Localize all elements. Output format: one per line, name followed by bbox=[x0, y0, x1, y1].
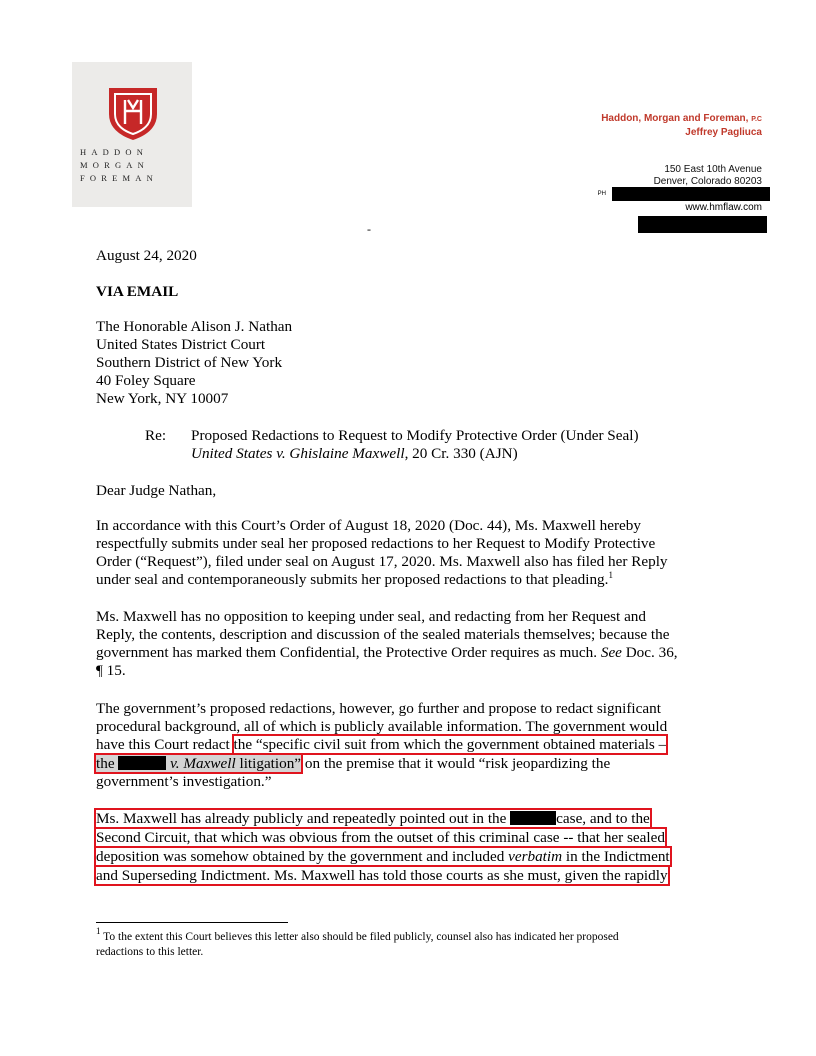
salutation: Dear Judge Nathan, bbox=[96, 482, 217, 499]
footnote-number: 1 bbox=[96, 926, 101, 936]
paragraph-line bbox=[96, 848, 670, 867]
paragraph-text: deposition was somehow obtained by the government and included bbox=[96, 848, 509, 865]
paragraph-text: government has marked them Confidential, the Protective Order requires as much. bbox=[96, 644, 601, 661]
paragraph-line bbox=[96, 755, 610, 774]
firm-name: Haddon, Morgan and Foreman, bbox=[601, 113, 749, 124]
redacted-email bbox=[638, 216, 767, 233]
paragraph-text: on the premise that it would “risk jeopardizing the bbox=[301, 755, 611, 772]
proposed-redaction-box bbox=[96, 848, 670, 865]
proposed-redaction-box: the “specific civil suit from which the government obtained materials – bbox=[233, 736, 667, 753]
paragraph-text: have this Court redact bbox=[96, 736, 234, 753]
paragraph-line bbox=[96, 810, 650, 829]
paragraph-text: case, and to the bbox=[556, 810, 650, 827]
logo-word-foreman: FOREMAN bbox=[80, 173, 158, 183]
paragraph-line: procedural background, all of which is publicly available information. The government would bbox=[96, 718, 668, 735]
letter-date: August 24, 2020 bbox=[96, 247, 197, 264]
re-case bbox=[191, 445, 518, 464]
paragraph-line: ¶ 15. bbox=[96, 662, 126, 679]
case-number: , 20 Cr. 330 (AJN) bbox=[404, 445, 518, 462]
footnote-text: redactions to this letter. bbox=[96, 946, 204, 958]
phone-label: PH bbox=[597, 191, 606, 197]
proposed-redaction-box bbox=[96, 810, 650, 827]
paragraph-text: Ms. Maxwell has already publicly and repeatedly pointed out in the bbox=[96, 810, 511, 827]
recipient-line: Southern District of New York bbox=[96, 354, 283, 371]
recipient-line: New York, NY 10007 bbox=[96, 390, 229, 407]
footnote bbox=[96, 926, 619, 960]
delivery-method: VIA EMAIL bbox=[96, 283, 179, 300]
verbatim-text: verbatim bbox=[508, 848, 563, 865]
recipient-line: The Honorable Alison J. Nathan bbox=[96, 318, 293, 335]
case-caption: v. Maxwell bbox=[170, 755, 236, 772]
logo-wordmark bbox=[80, 146, 158, 185]
see-signal: See bbox=[600, 644, 622, 661]
recipient-line: 40 Foley Square bbox=[96, 372, 196, 389]
redacted-phone bbox=[612, 187, 770, 201]
paragraph-line bbox=[96, 829, 665, 848]
footnote-divider bbox=[96, 922, 288, 923]
redaction-bar bbox=[118, 756, 166, 770]
paragraph-line bbox=[96, 644, 678, 663]
paragraph-line: The government’s proposed redactions, however, go further and propose to redact significant bbox=[96, 700, 661, 717]
paragraph-text: the bbox=[96, 755, 119, 772]
re-label: Re: bbox=[145, 427, 167, 444]
attorney-name: Jeffrey Pagliuca bbox=[685, 127, 762, 138]
logo-word-morgan: MORGAN bbox=[80, 160, 149, 170]
paragraph-line: Order (“Request”), filed under seal on August 17, 2020. Ms. Maxwell also has filed her Reply bbox=[96, 553, 668, 570]
firm-suffix: P.C bbox=[751, 116, 762, 123]
firm-logo bbox=[72, 62, 192, 207]
paragraph-line bbox=[96, 571, 613, 590]
paragraph-line bbox=[96, 736, 666, 755]
paragraph-text: litigation” bbox=[235, 755, 302, 772]
proposed-redaction-box bbox=[96, 755, 301, 772]
doc-ref: Doc. 36, bbox=[621, 644, 678, 661]
paragraph-line: In accordance with this Court’s Order of August 18, 2020 (Doc. 44), Ms. Maxwell hereby bbox=[96, 517, 641, 534]
footnote-text: To the extent this Court believes this letter also should be filed publicly, counsel also has indicated her proposed bbox=[100, 931, 619, 943]
paragraph-text: in the Indictment bbox=[562, 848, 670, 865]
paragraph-line: Reply, the contents, description and discussion of the sealed materials themselves; because the bbox=[96, 626, 670, 643]
re-subject: Proposed Redactions to Request to Modify Protective Order (Under Seal) bbox=[191, 427, 639, 444]
recipient-line: United States District Court bbox=[96, 336, 266, 353]
footnote-ref: 1 bbox=[608, 570, 613, 580]
header-marker: - bbox=[367, 222, 371, 236]
paragraph-line bbox=[96, 867, 668, 886]
proposed-redaction-box: and Superseding Indictment. Ms. Maxwell has told those courts as she must, given the rapidly bbox=[96, 867, 668, 884]
redaction-bar bbox=[510, 811, 556, 825]
paragraph-line: respectfully submits under seal her proposed redactions to her Request to Modify Protective bbox=[96, 535, 656, 552]
case-caption: United States v. Ghislaine Maxwell bbox=[191, 445, 405, 462]
paragraph-line: Ms. Maxwell has no opposition to keeping under seal, and redacting from her Request and bbox=[96, 608, 646, 625]
street-address: 150 East 10th Avenue bbox=[664, 164, 762, 175]
paragraph-line: government’s investigation.” bbox=[96, 773, 272, 790]
proposed-redaction-box: Second Circuit, that which was obvious from the outset of this criminal case -- that her sealed bbox=[96, 829, 665, 846]
firm-header bbox=[601, 112, 762, 139]
shield-logo-icon bbox=[106, 84, 160, 142]
website: www.hmflaw.com bbox=[685, 202, 762, 213]
city-address: Denver, Colorado 80203 bbox=[653, 176, 762, 187]
logo-word-haddon: HADDON bbox=[80, 147, 149, 157]
paragraph-text: under seal and contemporaneously submits her proposed redactions to that pleading. bbox=[96, 571, 609, 588]
